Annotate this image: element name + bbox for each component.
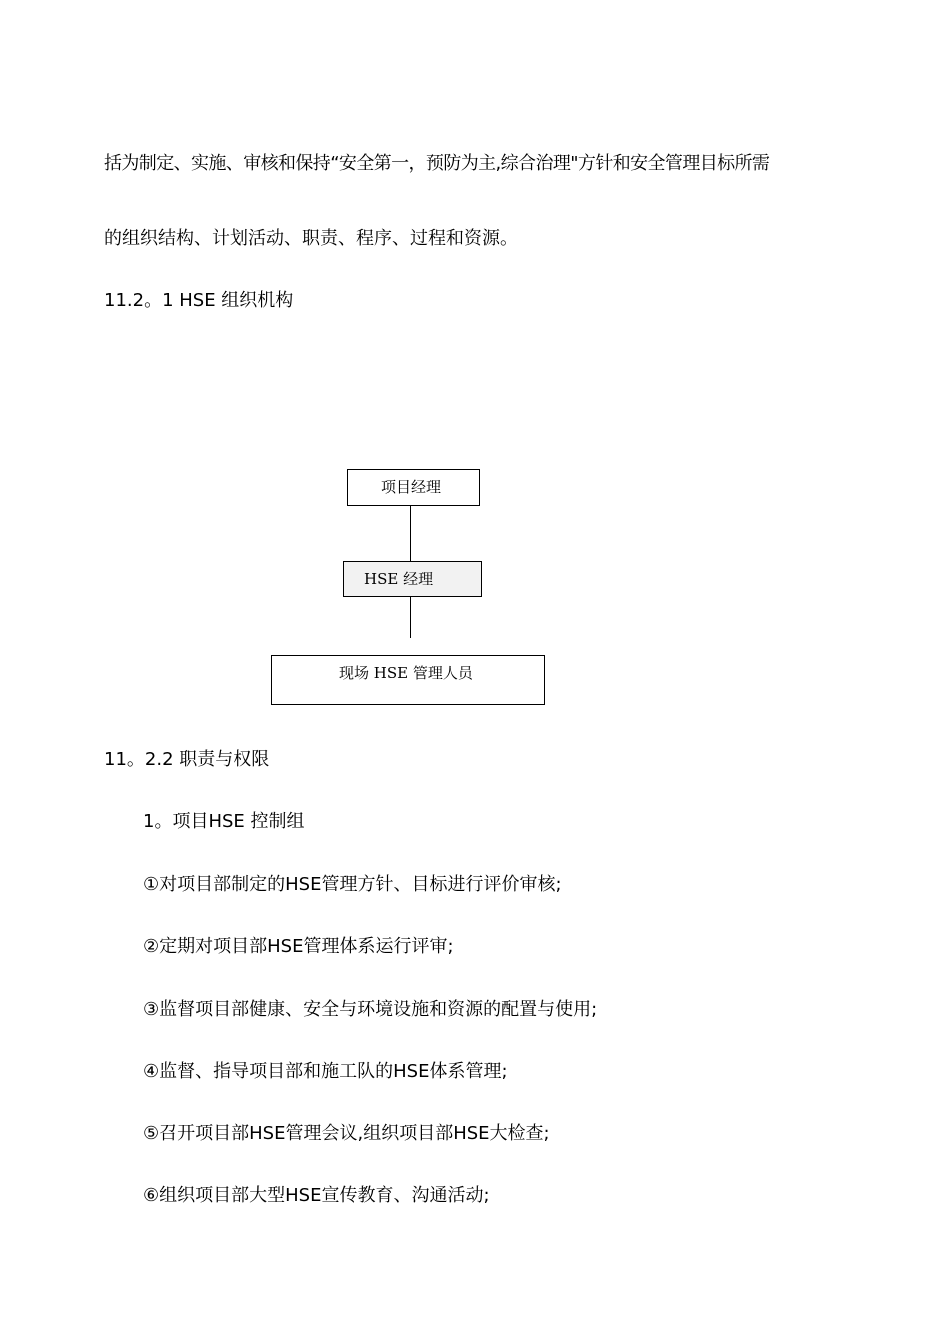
list-item: ①对项目部制定的HSE管理方针、目标进行评价审核;: [143, 874, 562, 895]
org-box-label: 项目经理: [381, 478, 442, 496]
org-box-label: HSE 经理: [364, 570, 434, 588]
subsection-heading: 1。项目HSE 控制组: [143, 811, 305, 832]
paragraph-line-1: 括为制定、实施、审核和保持“安全第一，预防为主,综合治理"方针和安全管理目标所需: [104, 153, 770, 174]
org-box-label: 现场 HSE 管理人员: [339, 664, 473, 682]
paragraph-line-2: 的组织结构、计划活动、职责、程序、过程和资源。: [104, 228, 518, 249]
list-item: ⑥组织项目部大型HSE宣传教育、沟通活动;: [143, 1185, 490, 1206]
org-box-hse-manager: [343, 561, 482, 597]
org-connector-top: [410, 506, 411, 561]
list-item: ③监督项目部健康、安全与环境设施和资源的配置与使用;: [143, 999, 598, 1020]
org-box-site-hse-staff: [271, 655, 545, 705]
org-connector-bottom: [410, 597, 411, 638]
list-item: ②定期对项目部HSE管理体系运行评审;: [143, 936, 454, 957]
section-heading-11-2-1: 11.2。1 HSE 组织机构: [104, 290, 294, 311]
list-item: ⑤召开项目部HSE管理会议,组织项目部HSE大检查;: [143, 1123, 550, 1144]
section-heading-11-2-2: 11。2.2 职责与权限: [104, 749, 270, 770]
list-item: ④监督、指导项目部和施工队的HSE体系管理;: [143, 1061, 508, 1082]
org-box-project-manager: [347, 469, 480, 506]
